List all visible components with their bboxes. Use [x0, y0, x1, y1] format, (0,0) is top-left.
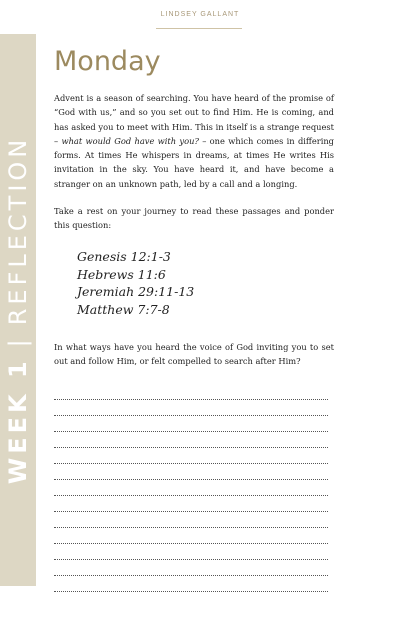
section-label: REFLECTION [4, 135, 32, 326]
header-divider [156, 28, 242, 29]
writing-line [54, 544, 328, 560]
passage-item: Genesis 12:1-3 [77, 249, 171, 264]
intro-emphasis: what would God have with you? [61, 135, 199, 146]
writing-line [54, 528, 328, 544]
passage-list [77, 248, 194, 318]
intro-text-start: Advent is a season of searching. You have heard of the promise of “God with us,” and so you set out to find Him. He is coming, and has asked you to meet with Him. This in itself is a strange request – [54, 93, 334, 146]
week-label: WEEK 1 [4, 357, 32, 485]
writing-lines [54, 384, 328, 592]
passage-item: Matthew 7:7-8 [77, 301, 170, 317]
writing-line [54, 384, 328, 400]
writing-line [54, 480, 328, 496]
writing-line [54, 576, 328, 592]
writing-line [54, 400, 328, 416]
week-section-label [4, 136, 32, 485]
writing-line [54, 560, 328, 576]
writing-line [54, 432, 328, 448]
passage-item: Jeremiah 29:11-13 [77, 284, 195, 299]
instruction-paragraph: Take a rest on your journey to read these passages and ponder this question: [54, 206, 334, 231]
writing-line [54, 512, 328, 528]
writing-line [54, 464, 328, 480]
writing-line [54, 496, 328, 512]
intro-text-end: – one which comes in differing forms. At times He whispers in dreams, at times He writes His invitation in the sky. You have heard it, and have become a stranger on an unknown path, led by a call and a longing. [54, 135, 334, 189]
writing-line [54, 448, 328, 464]
page-title: Monday [54, 46, 161, 77]
author-name: LINDSEY GALLANT [160, 11, 240, 18]
label-separator: | [4, 335, 32, 348]
passage-item: Hebrews 11:6 [77, 266, 166, 282]
reflection-question: In what ways have you heard the voice of God inviting you to set out and follow Him, or felt compelled to search after Him? [54, 342, 334, 367]
intro-paragraph [54, 91, 334, 191]
writing-line [54, 416, 328, 432]
